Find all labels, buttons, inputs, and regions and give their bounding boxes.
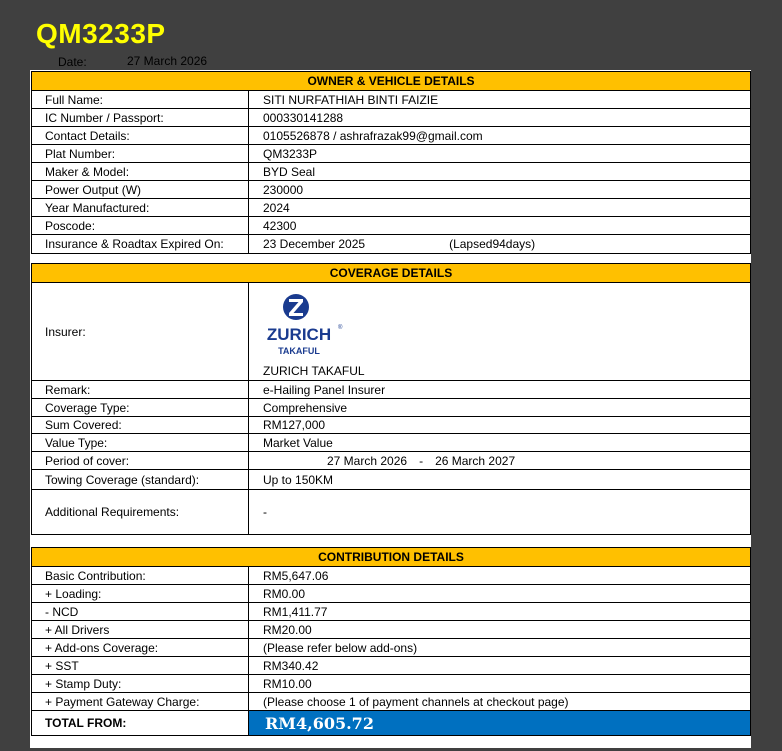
table-row [32, 621, 750, 639]
table-row [32, 470, 750, 490]
row-label: Insurer: [32, 283, 249, 380]
table-row [32, 585, 750, 603]
table-row [32, 693, 750, 711]
row-label: Period of cover: [32, 452, 249, 469]
row-label: Value Type: [32, 434, 249, 451]
row-label: Coverage Type: [32, 399, 249, 416]
row-value: e-Hailing Panel Insurer [263, 382, 386, 397]
row-value: Comprehensive [263, 400, 348, 415]
row-label: Poscode: [32, 217, 249, 234]
table-row [32, 657, 750, 675]
logo-wordmark: ZURICH [266, 325, 332, 344]
period-end: 26 March 2027 [435, 453, 516, 468]
zurich-takaful-logo [261, 288, 351, 358]
row-label: + Add-ons Coverage: [32, 639, 249, 656]
table-row [32, 181, 750, 199]
row-label: - NCD [32, 603, 249, 620]
row-label: Sum Covered: [32, 417, 249, 433]
row-label: + All Drivers [32, 621, 249, 638]
row-label: Full Name: [32, 91, 249, 108]
table-row [32, 639, 750, 657]
row-label: + SST [32, 657, 249, 674]
svg-text:®: ® [338, 325, 343, 331]
table-row [32, 91, 750, 109]
total-row [32, 711, 750, 735]
row-label: + Payment Gateway Charge: [32, 693, 249, 710]
table-row [32, 235, 750, 253]
table-row [32, 163, 750, 181]
table-row [32, 603, 750, 621]
row-value: 000330141288 [263, 110, 344, 125]
row-value: RM1,411.77 [263, 604, 328, 619]
row-label: Additional Requirements: [32, 490, 249, 534]
row-label: Contact Details: [32, 127, 249, 144]
table-row [32, 399, 750, 417]
row-value: Market Value [263, 435, 333, 450]
row-label: Remark: [32, 381, 249, 398]
table-row [32, 283, 750, 381]
date-label: Date: [58, 55, 87, 69]
row-label: Plat Number: [32, 145, 249, 162]
row-label: Insurance & Roadtax Expired On: [32, 235, 249, 253]
table-row [32, 452, 750, 470]
row-value: - [263, 505, 267, 519]
row-label: Maker & Model: [32, 163, 249, 180]
table-row [32, 199, 750, 217]
table-row [32, 217, 750, 235]
table-row [32, 675, 750, 693]
contribution-section [31, 547, 751, 736]
row-value: RM0.00 [263, 586, 306, 601]
row-label: IC Number / Passport: [32, 109, 249, 126]
total-value: RM4,605.72 [249, 711, 750, 735]
row-value [249, 235, 750, 253]
insurer-name: ZURICH TAKAFUL [263, 364, 365, 378]
total-label: TOTAL FROM: [32, 711, 249, 735]
row-label: + Loading: [32, 585, 249, 602]
lapsed-note: (Lapsed94days) [449, 237, 536, 251]
table-row [32, 417, 750, 434]
row-value: 42300 [263, 218, 297, 233]
row-value: RM10.00 [263, 676, 312, 691]
table-row [32, 381, 750, 399]
row-label: Year Manufactured: [32, 199, 249, 216]
coverage-section [31, 263, 751, 535]
row-value: 230000 [263, 182, 304, 197]
period-of-cover [249, 452, 750, 469]
row-value: QM3233P [263, 146, 318, 161]
row-value: RM20.00 [263, 622, 312, 637]
table-row [32, 434, 750, 452]
row-label: Towing Coverage (standard): [32, 470, 249, 489]
plate-title: QM3233P [36, 18, 166, 49]
row-value: 2024 [263, 200, 290, 215]
insurer-cell [249, 283, 750, 380]
logo-subtitle: TAKAFUL [278, 346, 320, 356]
owner-vehicle-section [31, 71, 751, 254]
row-value: RM340.42 [263, 658, 319, 673]
row-value: 0105526878 / ashrafrazak99@gmail.com [263, 128, 483, 143]
table-row [32, 567, 750, 585]
date-value: 27 March 2026 [127, 54, 208, 68]
table-row [32, 109, 750, 127]
contribution-heading: CONTRIBUTION DETAILS [32, 548, 750, 567]
coverage-heading: COVERAGE DETAILS [32, 264, 750, 283]
row-value: (Please choose 1 of payment channels at checkout page) [263, 694, 569, 709]
period-separator: - [419, 453, 424, 468]
owner-vehicle-heading: OWNER & VEHICLE DETAILS [32, 72, 750, 91]
row-value: RM5,647.06 [263, 568, 329, 583]
row-value: Up to 150KM [263, 472, 334, 487]
row-value: RM127,000 [263, 418, 326, 432]
period-start: 27 March 2026 [327, 453, 408, 468]
expiry-date: 23 December 2025 [263, 237, 366, 251]
table-row [32, 145, 750, 163]
row-label: Basic Contribution: [32, 567, 249, 584]
row-value: (Please refer below add-ons) [263, 640, 418, 655]
row-value: SITI NURFATHIAH BINTI FAIZIE [263, 92, 439, 107]
row-label: Power Output (W) [32, 181, 249, 198]
row-label: + Stamp Duty: [32, 675, 249, 692]
row-value: BYD Seal [263, 164, 316, 179]
table-row [32, 490, 750, 534]
table-row [32, 127, 750, 145]
